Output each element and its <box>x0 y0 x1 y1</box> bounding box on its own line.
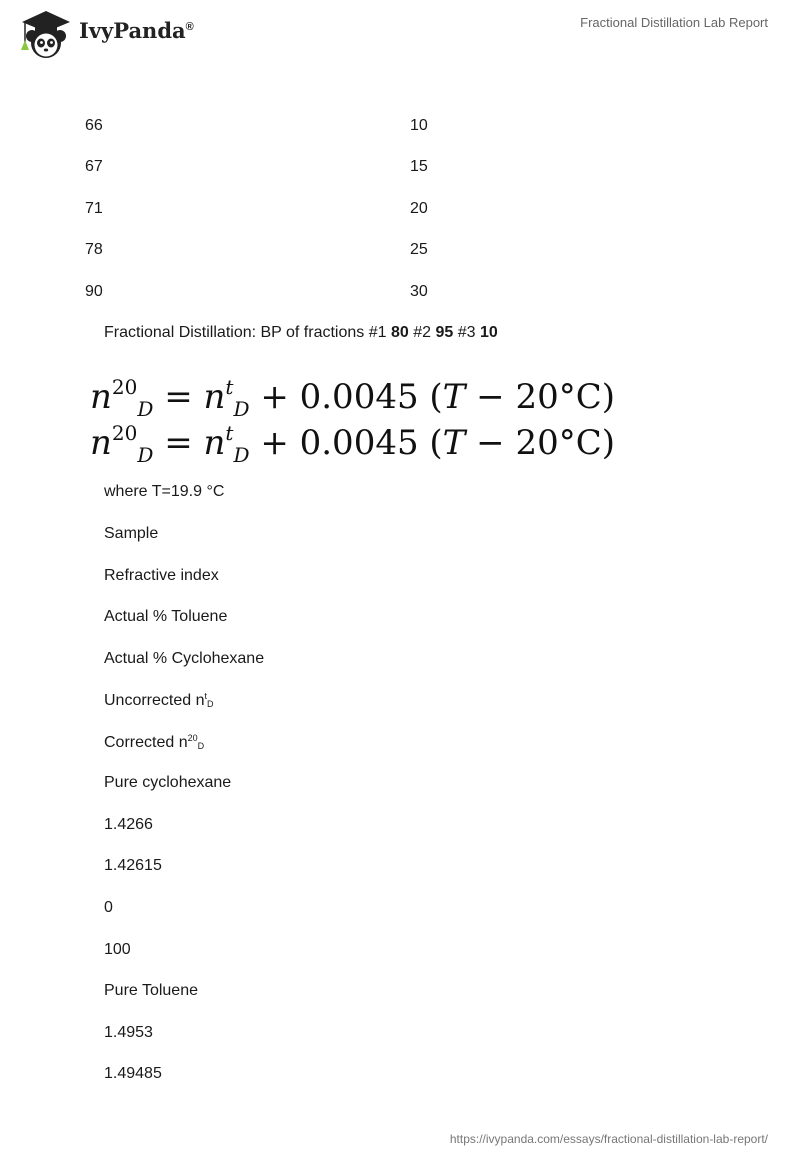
formula-line: $n^{20}_D = n^t_D + 0.0045$ (T − 20°C) <box>90 375 616 421</box>
cell-temperature: 90 <box>85 283 103 300</box>
cell-temperature: 66 <box>85 117 103 134</box>
brand-name[interactable] <box>79 18 194 43</box>
cell-volume: 20 <box>410 200 428 217</box>
header-uncorrected: Uncorrected $n^t_D$ <box>104 691 214 709</box>
cell-volume: 25 <box>410 241 428 258</box>
cell-volume: 30 <box>410 283 428 300</box>
value-cell: 1.4266 <box>104 816 153 833</box>
sample-pure-toluene: Pure Toluene <box>104 982 198 999</box>
formula-line: $n^{20}_D = n^t_D + 0.0045$ (T − 20°C) <box>90 421 616 467</box>
table-row <box>85 241 428 259</box>
registered-mark: ® <box>185 21 194 33</box>
value-cell: 1.4953 <box>104 1024 153 1041</box>
refractive-index-formula <box>90 364 616 467</box>
cell-temperature: 67 <box>85 158 103 175</box>
source-url[interactable]: https://ivypanda.com/essays/fractional-distillation-lab-report/ <box>449 1132 768 1146</box>
table-row <box>85 283 428 301</box>
page-header <box>0 0 800 64</box>
value-cell: 1.49485 <box>104 1065 162 1082</box>
header-refractive-index: Refractive index <box>104 567 219 584</box>
fraction-3-bp: 10 <box>479 324 498 341</box>
sample-pure-cyclohexane: Pure cyclohexane <box>104 774 232 791</box>
cell-temperature: 71 <box>85 200 103 217</box>
cell-volume: 15 <box>410 158 428 175</box>
table-row <box>85 200 428 218</box>
document-title: Fractional Distillation Lab Report <box>580 15 768 30</box>
panda-logo-icon[interactable] <box>16 8 76 60</box>
fraction-2-bp: 95 <box>435 324 454 341</box>
value-cell: 1.42615 <box>104 857 162 874</box>
table-row <box>85 117 428 135</box>
cell-temperature: 78 <box>85 241 103 258</box>
value-cell: 0 <box>104 899 113 916</box>
table-row <box>85 158 428 176</box>
brand-text: IvyPanda <box>79 18 186 43</box>
fraction-1-bp: 80 <box>390 324 409 341</box>
header-actual-cyclohexane: Actual % Cyclohexane <box>104 650 265 667</box>
bp-fractions-line: Fractional Distillation: BP of fractions #1 80 #2 95 #3 10 <box>104 324 498 341</box>
header-corrected: Corrected $n^{20}_D$ <box>104 733 205 751</box>
temperature-note: where T=19.9 °C <box>104 483 225 500</box>
cell-volume: 10 <box>410 117 428 134</box>
value-cell: 100 <box>104 941 131 958</box>
header-actual-toluene: Actual % Toluene <box>104 608 228 625</box>
header-sample: Sample <box>104 525 159 542</box>
